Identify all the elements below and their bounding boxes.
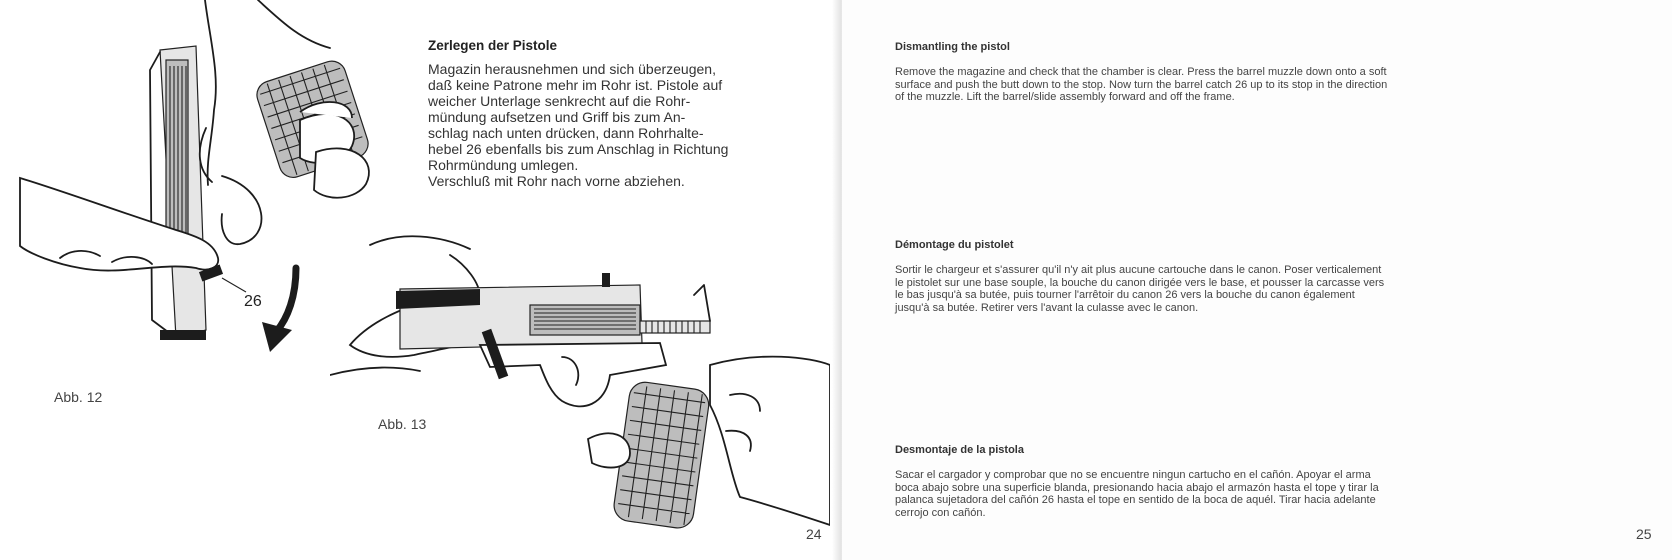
page-number-left: 24 <box>806 526 822 542</box>
muzzle-base <box>160 330 206 340</box>
thumb <box>588 433 630 467</box>
french-heading: Démontage du pistolet <box>895 239 1014 251</box>
callout-26: 26 <box>244 293 262 310</box>
figure-12-caption: Abb. 12 <box>54 389 103 405</box>
front-sight <box>602 273 610 287</box>
spanish-heading: Desmontaje de la pistola <box>895 444 1024 456</box>
english-section <box>895 41 1615 104</box>
french-section <box>895 239 1615 314</box>
german-body: Magazin herausnehmen und sich überzeugen, daß keine Patrone mehr im Rohr ist. Pistole auf weicher Unterlage senkrecht auf die Rohr- mündung aufsetzen und Griff bis zum An- schlag nach unten drücken, dann Rohrhalte- hebel 26 ebenfalls bis zum Anschlag in Richtung Rohrmündung umlegen. Verschluß mit Rohr nach vorne abziehen. <box>428 61 729 189</box>
spanish-body: Sacar el cargador y comprobar que no se encuentre ningun cartucho en el cañón. Apoyar el arma boca abajo sobre una superficie blanda, presionando hacia abajo el armazón hasta el tope y tirar la palanca sujetadora del cañón 26 hasta el tope en sentido de la boca de aquél. Tirar hacia adelante cerrojo con cañón. <box>895 469 1379 519</box>
english-heading: Dismantling the pistol <box>895 41 1010 53</box>
page-number-right: 25 <box>1636 526 1652 542</box>
trigger-guard <box>222 176 262 244</box>
french-body: Sortir le chargeur et s'assurer qu'il n'y ait plus aucune cartouche dans le canon. Poser verticalement le pistolet sur une base souple, la bouche du canon dirigée vers le base, et pousser la carcasse vers le bas jusqu'à sa butée, puis tourner l'arrêtoir du canon 26 vers la bouche du canon également jusqu'à sa butée. Retirer vers l'avant la culasse avec le canon. <box>895 264 1385 314</box>
finger <box>314 148 369 197</box>
right-hand <box>710 357 830 525</box>
figure-13-illustration <box>330 225 830 560</box>
upper-hand-outline <box>205 0 216 185</box>
slide-serrations <box>166 60 188 240</box>
spanish-section <box>895 444 1615 519</box>
german-heading: Zerlegen der Pistole <box>428 38 558 53</box>
german-text-block <box>428 38 800 189</box>
direction-arrow <box>276 268 296 332</box>
english-body: Remove the magazine and check that the chamber is clear. Press the barrel muzzle down onto a soft surface and push the butt down to the stop. Now turn the barrel catch 26 up to its stop in the direction of the muzzle. Lift the barrel/slide assembly forward and off the frame. <box>895 66 1388 103</box>
figure-13-caption: Abb. 13 <box>378 416 427 432</box>
